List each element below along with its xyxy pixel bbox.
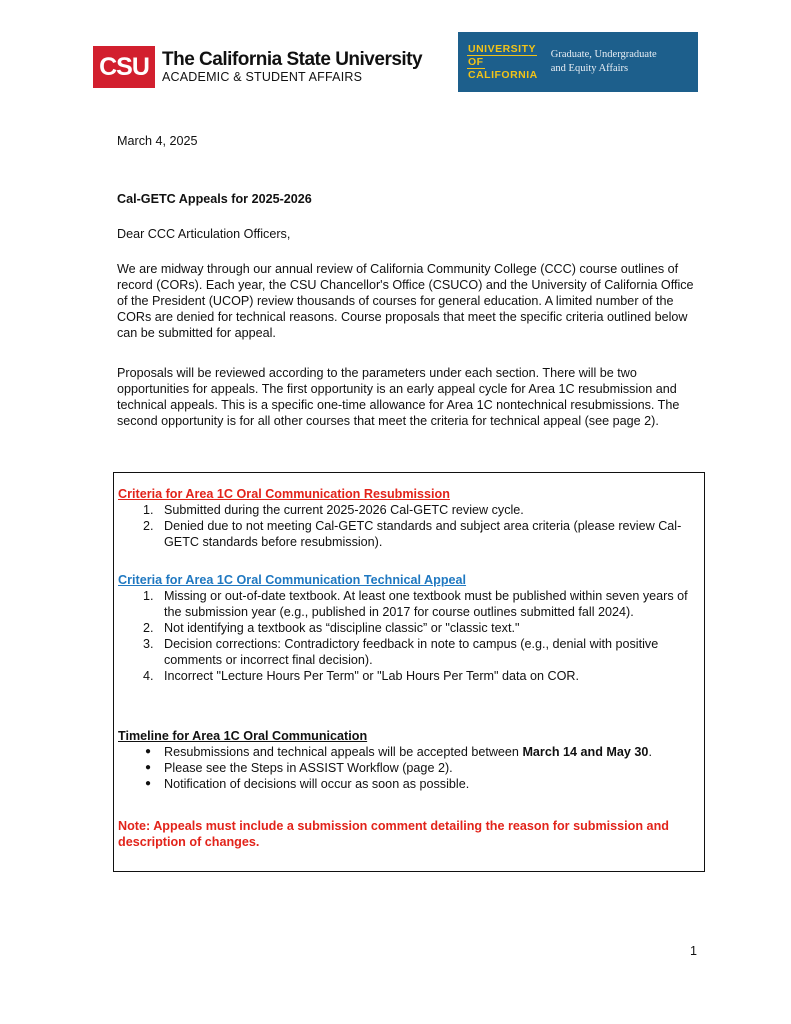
item-number: 2. [143,621,154,635]
page-number: 1 [690,944,698,958]
item-bold-dates: March 14 and May 30 [522,745,649,759]
criteria-box [113,472,705,872]
appeal-note: Note: Appeals must include a submission comment detailing the reason for submission and description of changes. [118,819,669,849]
resubmission-list [118,502,696,550]
item-number: 2. [143,519,154,533]
list-item [118,518,696,550]
letter-title: Cal-GETC Appeals for 2025-2026 [117,192,312,206]
item-text: Incorrect "Lecture Hours Per Term" or "Lab Hours Per Term" data on COR. [164,669,579,683]
list-item [118,776,696,792]
uc-line-of: OF [468,56,484,68]
timeline-heading: Timeline for Area 1C Oral Communication [118,729,368,743]
timeline-section [118,728,696,792]
csu-mark: CSU [93,46,155,88]
item-text: Decision corrections: Contradictory feedback in note to campus (e.g., denial with positive comments or incorrect final decision). [164,637,659,667]
csu-wordmark [162,50,422,85]
item-text-end: . [648,745,652,759]
list-item [118,620,696,636]
list-item [118,502,696,518]
uc-tagline-1: Graduate, Undergraduate [550,49,657,60]
bullet-icon: ● [145,746,152,757]
list-item [118,760,696,776]
bullet-icon: ● [145,762,152,773]
resubmission-heading: Criteria for Area 1C Oral Communication Resubmission [118,487,450,501]
timeline-list [118,744,696,792]
item-number: 3. [143,637,154,651]
item-text: Not identifying a textbook as “discipline classic” or "classic text." [164,621,520,635]
technical-appeal-section [118,572,696,684]
uc-tagline-2: and Equity Affairs [550,63,629,74]
paragraph-1: We are midway through our annual review of California Community College (CCC) course outlines of record (CORs). Each year, the CSU Chancellor's Office (CSUCO) and the University of California Office of the President (UCOP) review thousands of courses for general education. A limited number of the CORs are denied for technical reasons. Course proposals that meet the specific criteria outlined below can be submitted for appeal. [117,262,694,340]
item-number: 1. [143,503,154,517]
item-text: Submitted during the current 2025-2026 Cal-GETC review cycle. [164,503,524,517]
item-text: Resubmissions and technical appeals will be accepted between [164,745,523,759]
uc-tagline [551,48,657,76]
letter-greeting: Dear CCC Articulation Officers, [117,227,291,241]
uc-wordmark [467,43,539,81]
uc-logo [458,32,698,92]
bullet-icon: ● [145,778,152,789]
letter-date: March 4, 2025 [117,134,198,148]
item-text: Notification of decisions will occur as soon as possible. [164,777,470,791]
list-item [118,744,696,760]
technical-appeal-list [118,588,696,684]
resubmission-section [118,486,696,550]
item-number: 4. [143,669,154,683]
csu-name: The California State University [162,48,423,70]
item-text: Please see the Steps in ASSIST Workflow (page 2). [164,761,453,775]
list-item [118,636,696,668]
paragraph-2: Proposals will be reviewed according to the parameters under each section. There will be two opportunities for appeals. The first opportunity is an early appeal cycle for Area 1C resubmission and technical appeals. This is a specific one-time allowance for Area 1C nontechnical resubmissions. The second opportunity is for all other courses that meet the criteria for technical appeal (see page 2). [117,366,680,428]
technical-appeal-heading: Criteria for Area 1C Oral Communication Technical Appeal [118,573,467,587]
csu-logo [93,46,422,88]
uc-line-university: UNIVERSITY [468,43,537,55]
list-item [118,668,696,684]
item-text: Denied due to not meeting Cal-GETC standards and subject area criteria (please review Cal-GETC standards before resubmission). [164,519,682,549]
csu-subtitle: ACADEMIC & STUDENT AFFAIRS [162,69,363,84]
item-text: Missing or out-of-date textbook. At least one textbook must be published within seven years of the submission year (e.g., published in 2017 for course outlines submitted fall 2024). [164,589,688,619]
list-item [118,588,696,620]
uc-line-california: CALIFORNIA [468,69,538,81]
item-number: 1. [143,589,154,603]
